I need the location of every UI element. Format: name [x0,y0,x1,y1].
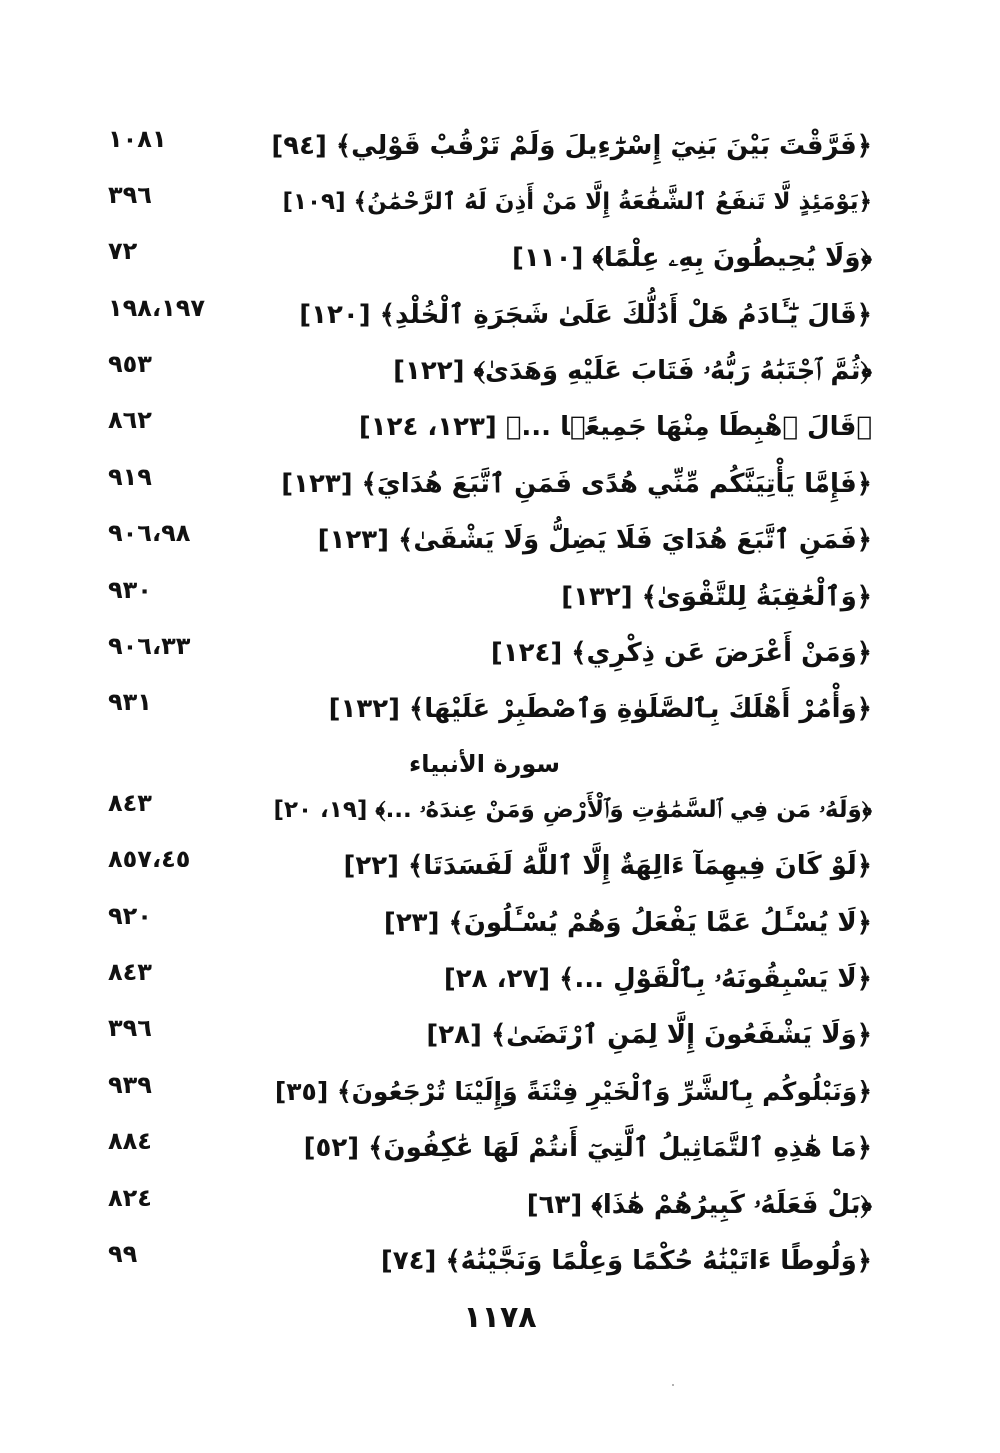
verse-text: ﴿وَلَا يُحِيطُونَ بِهِۦ عِلْمًا﴾ [١١٠] [511,243,872,273]
verse-text: ﴿لَوْ كَانَ فِيهِمَآ ءَالِهَةٌ إِلَّا ٱللَّهُ لَفَسَدَتَا﴾ [٢٢] [343,851,872,881]
page-references: ٣٩٦ [108,181,152,209]
index-entry [0,512,1000,568]
index-entry [0,782,1000,838]
verse-text: ﴿فَمَنِ ٱتَّبَعَ هُدَايَ فَلَا يَضِلُّ وَلَا يَشْقَىٰ﴾ [١٢٣] [317,525,872,555]
verse-text: ﴿يَوْمَئِذٍ لَّا تَنفَعُ ٱلشَّفَٰعَةُ إِلَّا مَنْ أَذِنَ لَهُ ٱلرَّحْمَٰنُ﴾ [١٠٩] [282,189,872,215]
page-references: ١٠٨١ [108,125,167,153]
page-number: ١١٧٨ [463,1300,537,1335]
page-references: ٧٢ [108,237,138,265]
verse-text: ﴿بَلْ فَعَلَهُۥ كَبِيرُهُمْ هَٰذَا﴾ [٦٣] [526,1190,872,1220]
index-entry [0,895,1000,951]
verse-text: ﴿فَإِمَّا يَأْتِيَنَّكُم مِّنِّي هُدًى فَمَنِ ٱتَّبَعَ هُدَايَ﴾ [١٢٣] [281,469,872,499]
verse-text: ﴿لَا يُسْـَٔلُ عَمَّا يَفْعَلُ وَهُمْ يُسْـَٔلُونَ﴾ [٢٣] [383,908,872,938]
page-references: ٩٢٠ [108,902,152,930]
surah-heading: سورة الأنبياء [409,750,560,778]
page-references: ٩٣١ [108,688,152,716]
page-references: ٩٠٦،٩٨ [108,519,191,547]
page-references: ٨٤٣ [108,789,152,817]
index-entry [0,625,1000,681]
verse-text: ﴿فَرَّقْتَ بَيْنَ بَنِيٓ إِسْرَٰٓءِيلَ وَلَمْ تَرْقُبْ قَوْلِي﴾ [٩٤] [271,131,872,161]
verse-text: ﴿وَمَنْ أَعْرَضَ عَن ذِكْرِي﴾ [١٢٤] [490,638,872,668]
page-references: ٨٢٤ [108,1184,152,1212]
verse-text: ﴿قَالَ ٱهْبِطَا مِنْهَا جَمِيعًۢا ...﴾ [١٢٣، ١٢٤] [358,412,872,442]
verse-text: ﴿لَا يَسْبِقُونَهُۥ بِٱلْقَوْلِ ...﴾ [٢٧، ٢٨] [443,964,872,994]
verse-text: ﴿وَنَبْلُوكُم بِٱلشَّرِّ وَٱلْخَيْرِ فِتْنَةً وَإِلَيْنَا تُرْجَعُونَ﴾ [٣٥] [274,1077,872,1106]
index-entry [0,456,1000,512]
page-references: ٩١٩ [108,463,152,491]
page-references: ٨٥٧،٤٥ [108,845,191,873]
verse-text: ﴿وَلَهُۥ مَن فِي ٱلسَّمَٰوَٰتِ وَٱلْأَرْضِ وَمَنْ عِندَهُۥ ...﴾ [١٩، ٢٠] [273,797,872,823]
verse-text: ﴿وَأْمُرْ أَهْلَكَ بِٱلصَّلَوٰةِ وَٱصْطَبِرْ عَلَيْهَا﴾ [١٣٢] [328,694,872,724]
verse-text: ﴿قَالَ يَٰٓـَٔادَمُ هَلْ أَدُلُّكَ عَلَىٰ شَجَرَةِ ٱلْخُلْدِ﴾ [١٢٠] [299,300,872,330]
index-entry [0,681,1000,737]
scan-speck [672,1384,674,1386]
page-references: ٩٣٠ [108,576,152,604]
index-entry [0,230,1000,286]
page-references: ٣٩٦ [108,1014,152,1042]
index-entry [0,1177,1000,1233]
index-entry [0,399,1000,455]
index-entry [0,1064,1000,1120]
page-references: ٩٥٣ [108,350,152,378]
page-references: ٨٨٤ [108,1127,152,1155]
index-entry [0,569,1000,625]
page-references: ١٩٨،١٩٧ [108,294,206,322]
page-references: ٨٦٢ [108,406,152,434]
page-references: ٩٠٦،٣٣ [108,632,191,660]
verse-text: ﴿وَٱلْعَٰقِبَةُ لِلتَّقْوَىٰ﴾ [١٣٢] [561,582,872,612]
verse-text: ﴿ثُمَّ ٱجْتَبَٰهُ رَبُّهُۥ فَتَابَ عَلَيْهِ وَهَدَىٰ﴾ [١٢٢] [393,356,872,386]
index-entry [0,1120,1000,1176]
index-entry [0,287,1000,343]
index-entry [0,1233,1000,1289]
page-references: ٨٤٣ [108,958,152,986]
index-entry [0,838,1000,894]
verse-text: ﴿وَلَا يَشْفَعُونَ إِلَّا لِمَنِ ٱرْتَضَىٰ﴾ [٢٨] [426,1020,872,1050]
index-entry [0,343,1000,399]
verse-text: ﴿وَلُوطًا ءَاتَيْنَٰهُ حُكْمًا وَعِلْمًا وَنَجَّيْنَٰهُ﴾ [٧٤] [380,1246,872,1276]
index-entry [0,174,1000,230]
verse-text: ﴿مَا هَٰذِهِ ٱلتَّمَاثِيلُ ٱلَّتِيٓ أَنتُمْ لَهَا عَٰكِفُونَ﴾ [٥٢] [303,1133,872,1163]
index-entry [0,1007,1000,1063]
page-references: ٩٩ [108,1240,138,1268]
index-entry [0,118,1000,174]
index-entry [0,951,1000,1007]
page-references: ٩٣٩ [108,1071,152,1099]
